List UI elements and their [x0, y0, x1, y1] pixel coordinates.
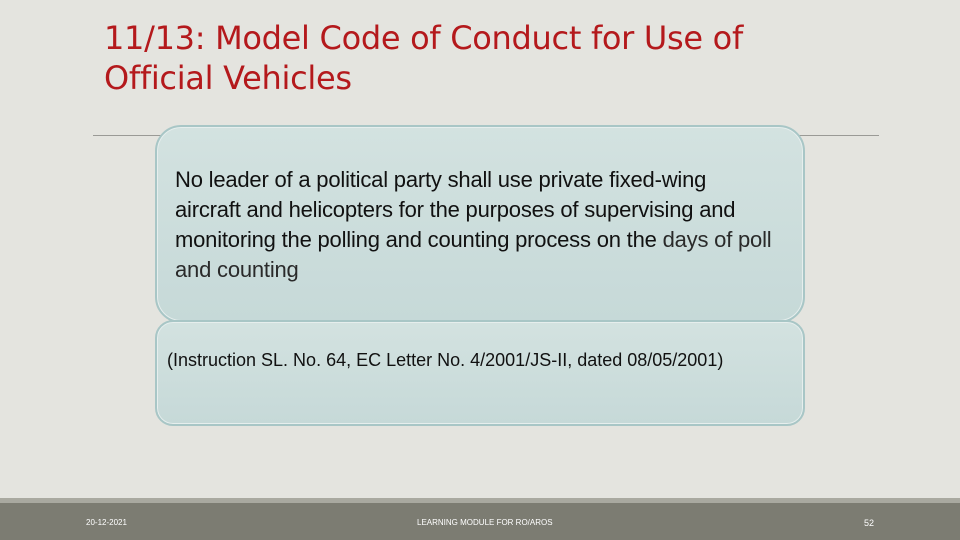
- rule-text-part-1: No leader of a political party shall use private fixed-wing aircraft and helicopters for the purposes of supervising and monitoring the polling and counting process on the: [175, 167, 736, 252]
- rule-text-box: [155, 125, 805, 323]
- slide-title: [104, 18, 864, 98]
- footer-page-number: 52: [864, 518, 875, 528]
- reference-box: [155, 320, 805, 426]
- footer-top-line: [0, 498, 960, 503]
- slide-title-line-2: Official Vehicles: [104, 59, 352, 97]
- reference-text: (Instruction SL. No. 64, EC Letter No. 4/2001/JS-II, dated 08/05/2001): [167, 350, 724, 370]
- rule-text: [175, 165, 775, 285]
- rule-text-part-2: days of poll and counting: [175, 227, 772, 282]
- footer-date: 20-12-2021: [86, 518, 127, 527]
- slide-title-line-1: 11/13: Model Code of Conduct for Use of: [104, 19, 743, 57]
- footer-module-title: LEARNING MODULE FOR RO/AROS: [417, 518, 553, 527]
